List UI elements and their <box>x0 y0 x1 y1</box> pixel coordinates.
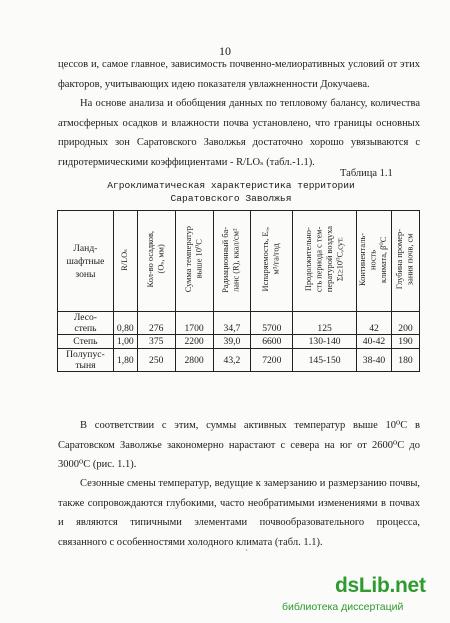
watermark-logo-suffix: .net <box>389 574 426 597</box>
cell-precip: 276 <box>137 312 175 335</box>
watermark-logo-main: dsLib <box>335 574 390 597</box>
table-label: Таблица 1.1 <box>340 168 393 179</box>
cell-evap: 5700 <box>251 312 293 335</box>
cell-ratio: 0,80 <box>113 312 137 335</box>
table-title <box>100 180 362 205</box>
cell-tempsum: 1700 <box>175 312 213 335</box>
cell-precip: 250 <box>137 349 175 372</box>
cell-freeze: 200 <box>391 312 419 335</box>
page-number: 10 <box>219 44 231 58</box>
header-ratio: R/LOₛ <box>113 211 137 312</box>
table-row <box>58 349 420 372</box>
cell-continental: 38-40 <box>357 349 392 372</box>
table-title-line2: Саратовского Заволжья <box>170 192 292 204</box>
cell-tempsum: 2200 <box>175 335 213 349</box>
paragraph-active-temps: В соответствии с этим, суммы активных температур выше 10⁰С в Саратовском Заволжье закономерно нарастают с севера на юг от 2600⁰С до 3000⁰С (рис. 1.1). <box>58 420 420 470</box>
table-title-line1: Агроклиматическая характеристика территории <box>107 180 355 191</box>
cell-period: 130-140 <box>293 335 357 349</box>
cell-evap: 7200 <box>251 349 293 372</box>
cell-zone: Полупус- тыня <box>58 349 114 372</box>
cell-period: 145-150 <box>293 349 357 372</box>
paragraph-seasonal: Сезонные смены температур, ведущие к замерзанию и размерзанию почвы, также сопровождаются глубокими, часто необратимыми изменениями в почвах и являются типичными элементами почвообразовательного процесса, связанного с особенностями холодного климата (табл. 1.1). <box>58 478 420 548</box>
cell-continental: 42 <box>357 312 392 335</box>
cell-zone: Лесо- степь <box>58 312 114 335</box>
header-zone: Ланд- шафтные зоны <box>58 211 114 312</box>
cell-freeze: 180 <box>391 349 419 372</box>
header-freeze: Глубина промер- зания почв, см <box>391 211 419 312</box>
header-period: Продолжительно- сть периода с тем- пературой воздуха Σt≥10⁰С,сут. <box>293 211 357 312</box>
cell-radiation: 39,0 <box>213 335 251 349</box>
cell-precip: 375 <box>137 335 175 349</box>
header-radiation: Радиационный ба- ланс (R), ккал/см² <box>213 211 251 312</box>
header-precip: Кол-во осадков, (Oₛ, мм) <box>137 211 175 312</box>
cell-tempsum: 2800 <box>175 349 213 372</box>
paragraph-analysis: На основе анализа и обобщения данных по тепловому балансу, количества атмосферных осадков и влажности почва установлено, что границы основных природных зон Саратовского Заволжья достаточно хорошо увязываются с гидротермическими коэффициентами - R/LOₛ (табл.-1.1). <box>58 98 420 168</box>
cell-radiation: 43,2 <box>213 349 251 372</box>
table-header-row <box>58 211 420 312</box>
paragraph-continuation: цессов и, самое главное, зависимость почвенно-мелиоративных условий от этих факторов, учитывающих идею показателя увлажненности Докучаева. <box>58 59 420 90</box>
table-row <box>58 312 420 335</box>
watermark-logo <box>335 574 426 598</box>
cell-ratio: 1,80 <box>113 349 137 372</box>
header-evap: Испаряемость, Eₒ, м³/га/год <box>251 211 293 312</box>
watermark-subtitle: библиотека диссертаций <box>282 601 404 613</box>
cell-ratio: 1,00 <box>113 335 137 349</box>
header-tempsum: Сумма температур выше 10⁰С <box>175 211 213 312</box>
cell-freeze: 190 <box>391 335 419 349</box>
stray-mark: ` <box>245 548 248 558</box>
agroclimatic-table <box>57 210 420 372</box>
cell-evap: 6600 <box>251 335 293 349</box>
cell-continental: 40-42 <box>357 335 392 349</box>
cell-radiation: 34,7 <box>213 312 251 335</box>
cell-period: 125 <box>293 312 357 335</box>
table-row <box>58 335 420 349</box>
header-continental: Континенталь- ность климата, β⁰С <box>357 211 392 312</box>
cell-zone: Степь <box>58 335 114 349</box>
